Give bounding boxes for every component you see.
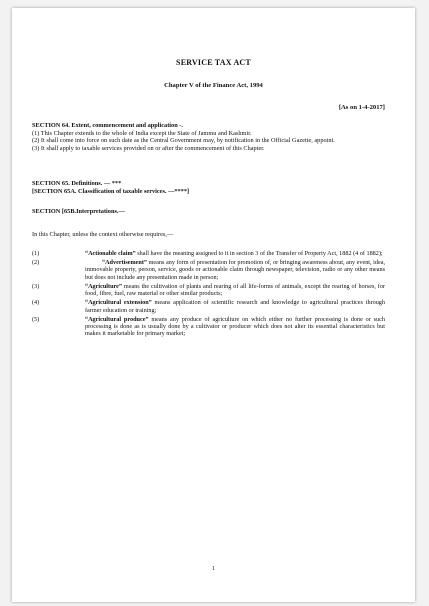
as-on-date: [As on 1-4-2017] <box>338 104 385 111</box>
definition-body: means the cultivation of plants and rearing of all life-forms of animals, except the rearing of horses, for food, fibre, fuel, raw material or other similar products; <box>85 282 385 298</box>
section-65-heading: SECTION 65. Definitions. — *** <box>32 180 122 187</box>
definition-text <box>85 283 385 298</box>
definition-term: “Advertisement” <box>102 259 148 266</box>
definition-number: (2) <box>32 259 40 266</box>
definition-text <box>85 316 385 338</box>
section-65b-heading: SECTION [65B.Interpretations.— <box>32 208 125 215</box>
document-subtitle: Chapter V of the Finance Act, 1994 <box>164 82 263 89</box>
definition-body: means any produce of agriculture on which either no further processing is done or such processing is done as is usually done by a cultivator or producer which does not alter its essential characteristics but makes it marketable for primary market; <box>85 315 385 338</box>
definition-item <box>32 316 385 338</box>
definition-item <box>32 299 385 314</box>
definition-body: means application of scientific research and knowledge to agricultural practices through farmer education or training; <box>85 299 385 314</box>
definition-body: means any form of presentation for promotion of, or bringing awareness about, any event, idea, immovable property, person, service, goods or actionable claim through newspaper, television, radio or any other means but does not include any presentation made in person; <box>85 259 385 281</box>
definition-item <box>32 283 385 298</box>
document-title: SERVICE TAX ACT <box>176 58 251 67</box>
definition-item <box>32 259 385 281</box>
definition-term: “Agricultural produce” <box>85 315 149 323</box>
definition-term: “Agriculture” <box>85 282 123 290</box>
section-64 <box>32 122 385 152</box>
definition-item <box>32 250 385 257</box>
definition-number: (5) <box>32 315 40 323</box>
definition-term: “Agricultural extension” <box>85 299 152 307</box>
section-65 <box>32 180 385 195</box>
definition-text <box>85 250 385 257</box>
definition-text <box>85 259 385 281</box>
definition-body: shall have the meaning assigned to it in section 3 of the Transfer of Property Act, 1882 (4 of 1882); <box>135 250 383 257</box>
section-64-clause-1: (1) This Chapter extends to the whole of India except the State of Jammu and Kashmir. <box>32 129 252 137</box>
section-64-clause-2: (2) It shall come into force on such date as the Central Government may, by notification in the Official Gazette, appoint. <box>32 137 335 145</box>
section-65a-heading: [SECTION 65A. Classification of taxable services. —****] <box>32 187 190 195</box>
definition-term: “Actionable claim” <box>85 250 136 257</box>
document-page <box>12 8 415 602</box>
section-64-heading: SECTION 64. Extent, commencement and application -. <box>32 122 183 129</box>
definitions-intro: In this Chapter, unless the context otherwise requires,— <box>32 231 174 238</box>
definition-text <box>85 299 385 314</box>
definition-number: (1) <box>32 250 40 257</box>
definition-number: (3) <box>32 282 40 290</box>
definitions-list <box>32 250 385 339</box>
section-64-clause-3: (3) It shall apply to taxable services provided on or after the commencement of this Chapter. <box>32 144 265 152</box>
definition-number: (4) <box>32 299 40 307</box>
page-number: 1 <box>212 566 215 572</box>
